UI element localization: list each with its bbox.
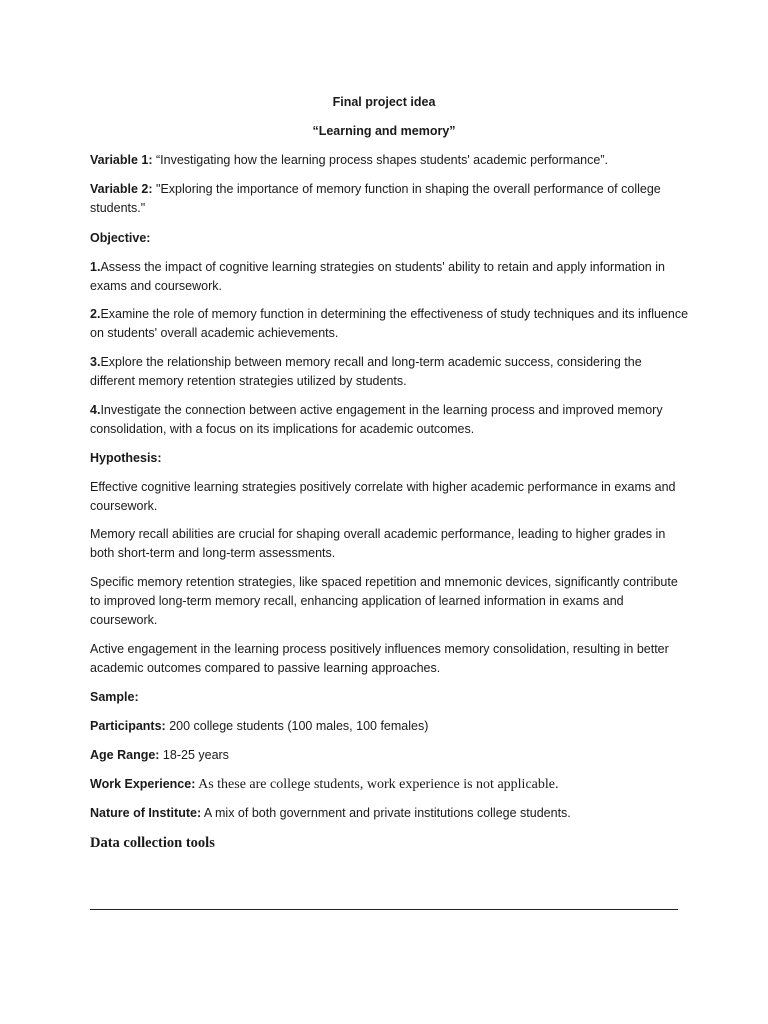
objective-item [90, 353, 690, 391]
participants-label: Participants: [90, 719, 166, 733]
sample-heading: Sample: [90, 690, 139, 704]
objective-text: Explore the relationship between memory recall and long-term academic success, considering the different memory retention strategies utilized by students. [90, 355, 642, 388]
variable-1-label: Variable 1: [90, 153, 153, 167]
age-range-line [90, 746, 690, 765]
nature-of-institute-label: Nature of Institute: [90, 806, 202, 820]
data-collection-heading: Data collection tools [90, 835, 215, 851]
objective-item [90, 401, 690, 439]
participants-text: 200 college students (100 males, 100 females) [165, 719, 429, 733]
work-experience-label: Work Experience: [90, 777, 196, 791]
hypothesis-item: Specific memory retention strategies, like spaced repetition and mnemonic devices, significantly contribute to improved long-term memory recall, enhancing application of learned information in exams and coursework. [90, 575, 678, 627]
variable-2-text: "Exploring the importance of memory function in shaping the overall performance of college students." [90, 182, 661, 215]
variable-1-text: “Investigating how the learning process shapes students' academic performance”. [152, 153, 608, 167]
work-experience-line [90, 775, 690, 794]
objective-text: Investigate the connection between active engagement in the learning process and improved memory consolidation, with a focus on its implications for academic outcomes. [90, 403, 663, 436]
nature-of-institute-line [90, 804, 690, 823]
horizontal-divider [90, 909, 678, 910]
variable-2-label: Variable 2: [90, 182, 153, 196]
hypothesis-heading: Hypothesis: [90, 451, 162, 465]
participants-line [90, 717, 690, 736]
age-range-label: Age Range: [90, 748, 160, 762]
hypothesis-item: Memory recall abilities are crucial for shaping overall academic performance, leading to higher grades in both short-term and long-term assessments. [90, 527, 666, 560]
objective-heading: Objective: [90, 231, 151, 245]
objective-text: Examine the role of memory function in determining the effectiveness of study techniques and its influence on students' overall academic achievements. [90, 307, 689, 340]
objective-item [90, 258, 690, 296]
document-title: Final project idea [332, 95, 436, 109]
variable-1 [90, 151, 690, 170]
objective-number: 4. [90, 403, 101, 417]
objective-number: 2. [90, 307, 101, 321]
work-experience-text: As these are college students, work experience is not applicable. [195, 777, 559, 792]
document-subtitle: “Learning and memory” [312, 124, 456, 138]
hypothesis-item: Active engagement in the learning process positively influences memory consolidation, resulting in better academic outcomes compared to passive learning approaches. [90, 642, 669, 675]
variable-2 [90, 180, 690, 218]
objective-text: Assess the impact of cognitive learning strategies on students' ability to retain and apply information in exams and coursework. [90, 260, 665, 293]
hypothesis-item: Effective cognitive learning strategies positively correlate with higher academic performance in exams and coursework. [90, 480, 676, 513]
age-range-text: 18-25 years [159, 748, 229, 762]
nature-of-institute-text: A mix of both government and private institutions college students. [201, 806, 571, 820]
objective-number: 1. [90, 260, 101, 274]
objective-item [90, 305, 690, 343]
objective-number: 3. [90, 355, 101, 369]
